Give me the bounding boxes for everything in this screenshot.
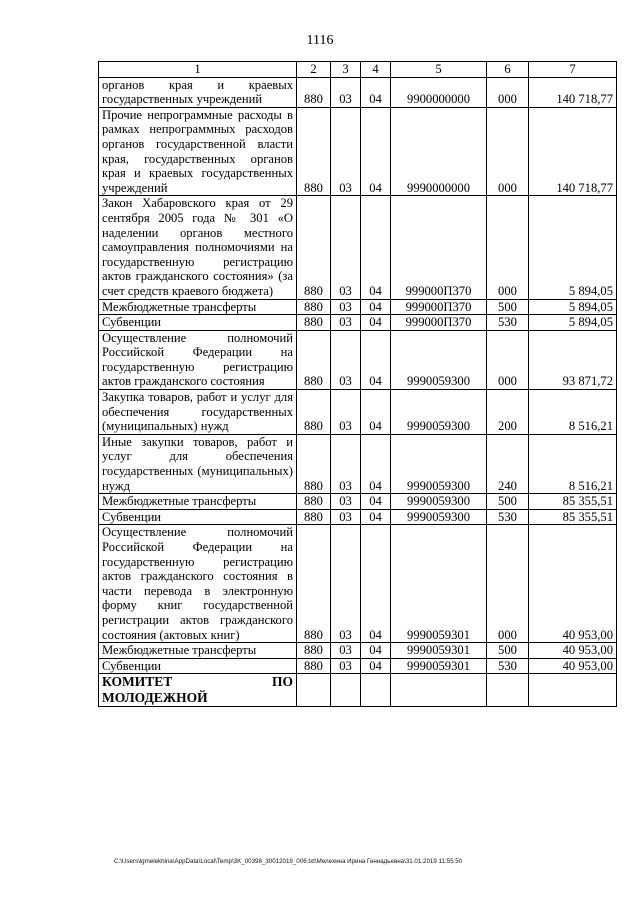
- row-name: Иные закупки товаров, работ и услуг для обеспечения государственных (муниципальных) нужд: [99, 434, 297, 493]
- cell-rz: 03: [331, 643, 361, 659]
- cell-ved: 880: [297, 494, 331, 510]
- cell-csr: [391, 674, 487, 707]
- table-row: [99, 330, 617, 389]
- row-name: Межбюджетные трансферты: [99, 299, 297, 315]
- section-heading: КОМИТЕТ ПО МОЛОДЕЖНОЙ: [99, 674, 297, 707]
- cell-sum: 140 718,77: [529, 77, 617, 107]
- budget-table: [98, 61, 617, 707]
- cell-ved: 880: [297, 525, 331, 643]
- cell-pr: 04: [361, 494, 391, 510]
- cell-pr: 04: [361, 196, 391, 299]
- header-cell: 4: [361, 62, 391, 78]
- cell-vr: 500: [487, 299, 529, 315]
- header-cell: 6: [487, 62, 529, 78]
- cell-vr: [487, 674, 529, 707]
- cell-pr: 04: [361, 509, 391, 525]
- cell-vr: 530: [487, 315, 529, 331]
- cell-ved: 880: [297, 315, 331, 331]
- cell-pr: 04: [361, 77, 391, 107]
- cell-pr: 04: [361, 643, 391, 659]
- cell-sum: 5 894,05: [529, 315, 617, 331]
- cell-vr: 000: [487, 330, 529, 389]
- cell-csr: 9990059300: [391, 509, 487, 525]
- cell-vr: 530: [487, 509, 529, 525]
- cell-sum: 8 516,21: [529, 434, 617, 493]
- cell-vr: 000: [487, 196, 529, 299]
- table-row: [99, 658, 617, 674]
- cell-rz: 03: [331, 494, 361, 510]
- cell-csr: 9990059300: [391, 494, 487, 510]
- cell-rz: 03: [331, 525, 361, 643]
- cell-vr: 240: [487, 434, 529, 493]
- cell-rz: 03: [331, 315, 361, 331]
- cell-csr: 999000П370: [391, 299, 487, 315]
- cell-rz: [331, 674, 361, 707]
- cell-vr: 500: [487, 494, 529, 510]
- row-name: Осуществление полномочий Российской Федерации на государственную регистрацию актов гражданского состояния в части перевода в электронную форму книг государственной регистрации актов гражданского состояния (актовых книг): [99, 525, 297, 643]
- cell-csr: 999000П370: [391, 315, 487, 331]
- cell-csr: 999000П370: [391, 196, 487, 299]
- cell-sum: 40 953,00: [529, 525, 617, 643]
- cell-rz: 03: [331, 107, 361, 196]
- row-name: Субвенции: [99, 658, 297, 674]
- row-name: Закон Хабаровского края от 29 сентября 2005 года № 301 «О наделении органов местного самоуправления полномочиями на государственную регистрацию актов гражданского состояния» (за счет средств краевого бюджета): [99, 196, 297, 299]
- cell-pr: 04: [361, 390, 391, 435]
- cell-vr: 200: [487, 390, 529, 435]
- cell-ved: 880: [297, 658, 331, 674]
- table-row: [99, 315, 617, 331]
- cell-rz: 03: [331, 390, 361, 435]
- cell-ved: [297, 674, 331, 707]
- cell-csr: 9990000000: [391, 107, 487, 196]
- cell-sum: 8 516,21: [529, 390, 617, 435]
- cell-ved: 880: [297, 509, 331, 525]
- cell-sum: 5 894,05: [529, 196, 617, 299]
- cell-vr: 500: [487, 643, 529, 659]
- row-name: Субвенции: [99, 315, 297, 331]
- cell-csr: 9990059301: [391, 525, 487, 643]
- page-number: 1116: [306, 33, 334, 48]
- row-name: Закупка товаров, работ и услуг для обеспечения государственных (муниципальных) нужд: [99, 390, 297, 435]
- cell-ved: 880: [297, 330, 331, 389]
- cell-csr: 9990059300: [391, 434, 487, 493]
- cell-pr: [361, 674, 391, 707]
- row-name: Субвенции: [99, 509, 297, 525]
- table-row: [99, 494, 617, 510]
- cell-sum: 85 355,51: [529, 494, 617, 510]
- header-cell: 3: [331, 62, 361, 78]
- table-header-row: [99, 62, 617, 78]
- file-path-footer: C:\Users\lgmelekhina\AppData\Local\Temp\3K_00398_30012019_006.txt\Мелехина Ирина Геннадьевна\31.01.2019 11:55:50: [114, 858, 463, 865]
- header-cell: 7: [529, 62, 617, 78]
- cell-pr: 04: [361, 525, 391, 643]
- cell-rz: 03: [331, 658, 361, 674]
- cell-ved: 880: [297, 77, 331, 107]
- cell-rz: 03: [331, 434, 361, 493]
- cell-vr: 000: [487, 525, 529, 643]
- row-name: органов края и краевых государственных учреждений: [99, 77, 297, 107]
- cell-vr: 000: [487, 77, 529, 107]
- header-cell: 2: [297, 62, 331, 78]
- cell-sum: 85 355,51: [529, 509, 617, 525]
- cell-pr: 04: [361, 330, 391, 389]
- table-row: [99, 107, 617, 196]
- row-name: Осуществление полномочий Российской Федерации на государственную регистрацию актов гражданского состояния: [99, 330, 297, 389]
- row-name: Прочие непрограммные расходы в рамках непрограммных расходов органов государственной власти края, государственных органов края и краевых государственных учреждений: [99, 107, 297, 196]
- header-cell: 1: [99, 62, 297, 78]
- cell-rz: 03: [331, 196, 361, 299]
- cell-rz: 03: [331, 509, 361, 525]
- cell-ved: 880: [297, 390, 331, 435]
- cell-pr: 04: [361, 434, 391, 493]
- cell-csr: 9990059301: [391, 658, 487, 674]
- table-row: [99, 196, 617, 299]
- cell-sum: 40 953,00: [529, 658, 617, 674]
- cell-pr: 04: [361, 107, 391, 196]
- cell-rz: 03: [331, 330, 361, 389]
- cell-ved: 880: [297, 643, 331, 659]
- cell-sum: [529, 674, 617, 707]
- cell-csr: 9990059300: [391, 390, 487, 435]
- cell-sum: 5 894,05: [529, 299, 617, 315]
- table-row: [99, 643, 617, 659]
- table-row: [99, 525, 617, 643]
- cell-ved: 880: [297, 434, 331, 493]
- row-name: Межбюджетные трансферты: [99, 643, 297, 659]
- table-row: [99, 509, 617, 525]
- cell-ved: 880: [297, 196, 331, 299]
- cell-csr: 9900000000: [391, 77, 487, 107]
- cell-rz: 03: [331, 77, 361, 107]
- header-cell: 5: [391, 62, 487, 78]
- cell-vr: 000: [487, 107, 529, 196]
- cell-ved: 880: [297, 107, 331, 196]
- cell-csr: 9990059301: [391, 643, 487, 659]
- table-row: [99, 434, 617, 493]
- cell-sum: 93 871,72: [529, 330, 617, 389]
- table-row: [99, 674, 617, 707]
- table-row: [99, 390, 617, 435]
- row-name: Межбюджетные трансферты: [99, 494, 297, 510]
- cell-rz: 03: [331, 299, 361, 315]
- table-row: [99, 77, 617, 107]
- cell-sum: 40 953,00: [529, 643, 617, 659]
- cell-pr: 04: [361, 658, 391, 674]
- cell-ved: 880: [297, 299, 331, 315]
- table-row: [99, 299, 617, 315]
- cell-vr: 530: [487, 658, 529, 674]
- cell-csr: 9990059300: [391, 330, 487, 389]
- cell-sum: 140 718,77: [529, 107, 617, 196]
- cell-pr: 04: [361, 299, 391, 315]
- cell-pr: 04: [361, 315, 391, 331]
